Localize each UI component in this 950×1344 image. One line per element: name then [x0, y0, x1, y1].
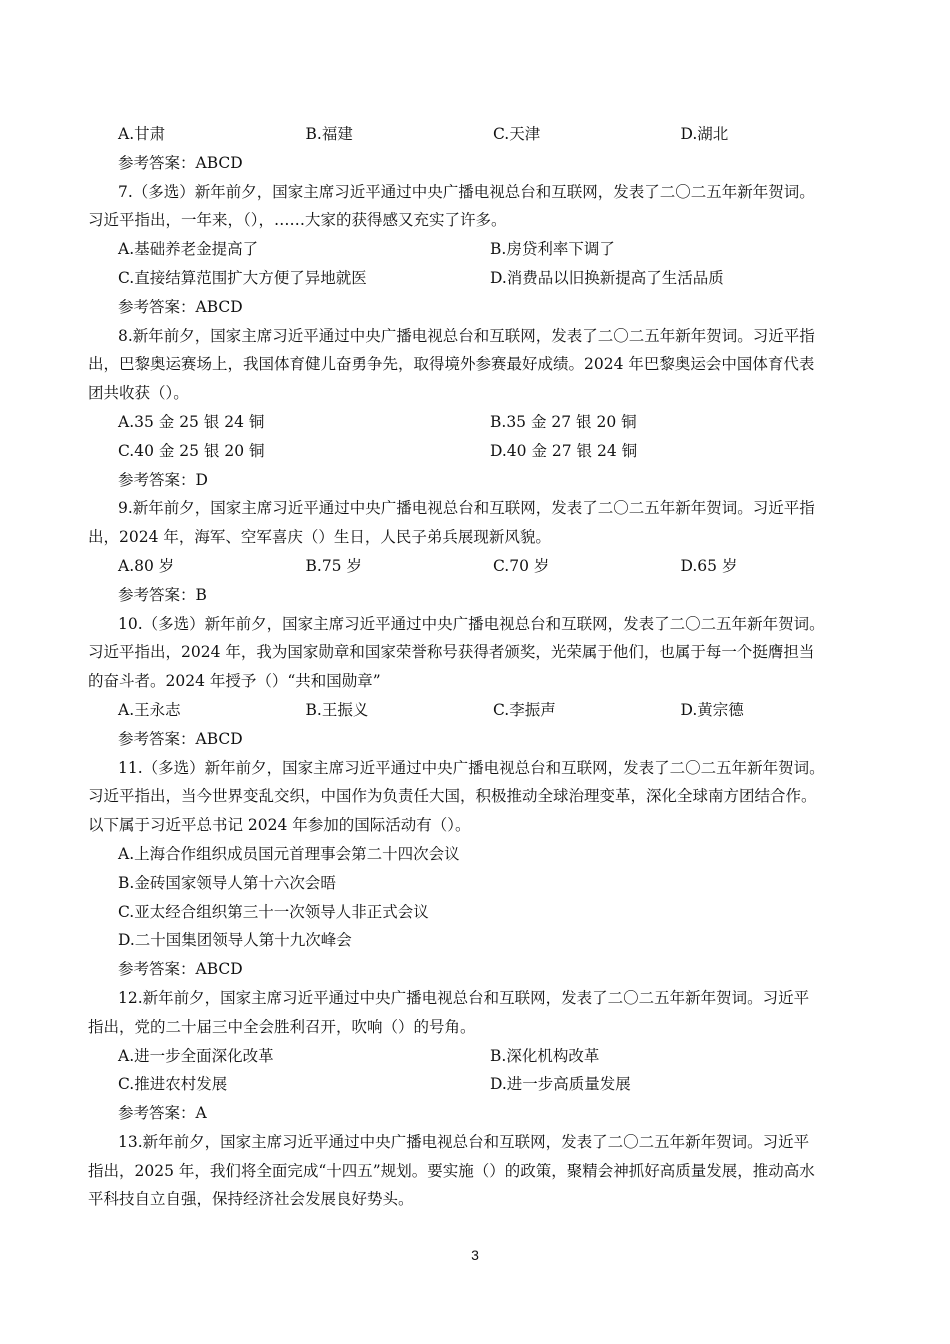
q12-option-a: A.进一步全面深化改革: [118, 1046, 274, 1065]
q9-text-line1: 9.新年前夕，国家主席习近平通过中央广播电视总台和互联网，发表了二〇二五年新年贺词。习近平指: [118, 499, 815, 518]
q6-answer: 参考答案：ABCD: [118, 153, 243, 172]
q10-text-line2: 习近平指出，2024 年，我为国家勋章和国家荣誉称号获得者颁奖，光荣属于他们，也属于每一个挺膺担当: [88, 643, 815, 662]
q11-option-b: B.金砖国家领导人第十六次会晤: [118, 873, 336, 892]
q8-option-d: D.40 金 27 银 24 铜: [490, 441, 638, 460]
q9-option-a: A.80 岁: [118, 556, 175, 575]
q11-option-a: A.上海合作组织成员国元首理事会第二十四次会议: [118, 844, 460, 863]
q7-option-c: C.直接结算范围扩大方便了异地就医: [118, 268, 367, 287]
q12-option-b: B.深化机构改革: [490, 1046, 600, 1065]
q8-option-a: A.35 金 25 银 24 铜: [118, 412, 265, 431]
q11-text-line1: 11.（多选）新年前夕，国家主席习近平通过中央广播电视总台和互联网，发表了二〇二五年新年贺词。: [118, 758, 825, 777]
q11-answer: 参考答案：ABCD: [118, 960, 243, 979]
q9-option-c: C.70 岁: [493, 556, 550, 575]
q6-option-d: D.湖北: [680, 125, 729, 143]
q12-text-line2: 指出，党的二十届三中全会胜利召开，吹响（）的号角。: [88, 1017, 476, 1036]
q13-text-line2: 指出，2025 年，我们将全面完成“十四五”规划。要实施（）的政策，聚精会神抓好高质量发展，推动高水: [88, 1161, 815, 1180]
q10-option-a: A.王永志: [118, 700, 181, 719]
q12-option-d: D.进一步高质量发展: [490, 1075, 631, 1094]
q13-text-line3: 平科技自立自强，保持经济社会发展良好势头。: [88, 1190, 414, 1209]
q7-options-row2: [88, 264, 868, 293]
q12-options-row1: [88, 1042, 868, 1071]
q11-text-line2: 习近平指出，当今世界变乱交织，中国作为负责任大国，积极推动全球治理变革，深化全球南方团结合作。: [88, 787, 817, 806]
q8-options-row1: [88, 408, 868, 437]
q6-option-c: C.天津: [493, 125, 541, 143]
q10-option-c: C.李振声: [493, 700, 556, 719]
q7-option-d: D.消费品以旧换新提高了生活品质: [490, 268, 724, 287]
q9-option-d: D.65 岁: [680, 556, 738, 575]
q8-option-c: C.40 金 25 银 20 铜: [118, 441, 265, 460]
q9-answer: 参考答案：B: [118, 585, 207, 604]
q9-text-line2: 出，2024 年，海军、空军喜庆（）生日，人民子弟兵展现新风貌。: [88, 528, 551, 547]
q9-options: [88, 552, 868, 581]
q10-text-line1: 10.（多选）新年前夕，国家主席习近平通过中央广播电视总台和互联网，发表了二〇二五年新年贺词。: [118, 614, 825, 633]
q8-option-b: B.35 金 27 银 20 铜: [490, 412, 637, 431]
document-page: [88, 120, 868, 1214]
q11-option-c: C.亚太经合组织第三十一次领导人非正式会议: [118, 902, 429, 921]
page-number: 3: [471, 1247, 479, 1263]
q6-option-b: B.福建: [305, 125, 353, 143]
q7-option-a: A.基础养老金提高了: [118, 240, 259, 259]
q8-text-line2: 出，巴黎奥运赛场上，我国体育健儿奋勇争先，取得境外参赛最好成绩。2024 年巴黎奥运会中国体育代表: [88, 355, 815, 374]
q10-option-b: B.王振义: [305, 700, 369, 719]
q8-answer: 参考答案：D: [118, 470, 208, 489]
q7-option-b: B.房贷利率下调了: [490, 240, 615, 259]
q6-options: [88, 120, 868, 149]
q6-option-a: A.甘肃: [118, 125, 166, 143]
q12-option-c: C.推进农村发展: [118, 1075, 228, 1094]
q13-text-line1: 13.新年前夕，国家主席习近平通过中央广播电视总台和互联网，发表了二〇二五年新年贺词。习近平: [118, 1132, 810, 1151]
q12-answer: 参考答案：A: [118, 1104, 207, 1123]
q11-option-d: D.二十国集团领导人第十九次峰会: [118, 931, 352, 950]
q9-option-b: B.75 岁: [305, 556, 362, 575]
q7-options-row1: [88, 235, 868, 264]
q10-options: [88, 696, 868, 725]
q10-option-d: D.黄宗德: [680, 700, 744, 719]
q12-options-row2: [88, 1070, 868, 1099]
q8-text-line3: 团共收获（）。: [88, 384, 189, 403]
q10-text-line3: 的奋斗者。2024 年授予（）“共和国勋章”: [88, 672, 381, 691]
q7-text-line2: 习近平指出，一年来，（），……大家的获得感又充实了许多。: [88, 211, 507, 230]
q7-text-line1: 7.（多选）新年前夕，国家主席习近平通过中央广播电视总台和互联网，发表了二〇二五年新年贺词。: [118, 182, 815, 201]
q7-answer: 参考答案：ABCD: [118, 297, 243, 316]
q11-text-line3: 以下属于习近平总书记 2024 年参加的国际活动有（）。: [88, 816, 471, 835]
q8-options-row2: [88, 437, 868, 466]
q10-answer: 参考答案：ABCD: [118, 729, 243, 748]
q8-text-line1: 8.新年前夕，国家主席习近平通过中央广播电视总台和互联网，发表了二〇二五年新年贺词。习近平指: [118, 326, 815, 345]
q12-text-line1: 12.新年前夕，国家主席习近平通过中央广播电视总台和互联网，发表了二〇二五年新年贺词。习近平: [118, 988, 810, 1007]
